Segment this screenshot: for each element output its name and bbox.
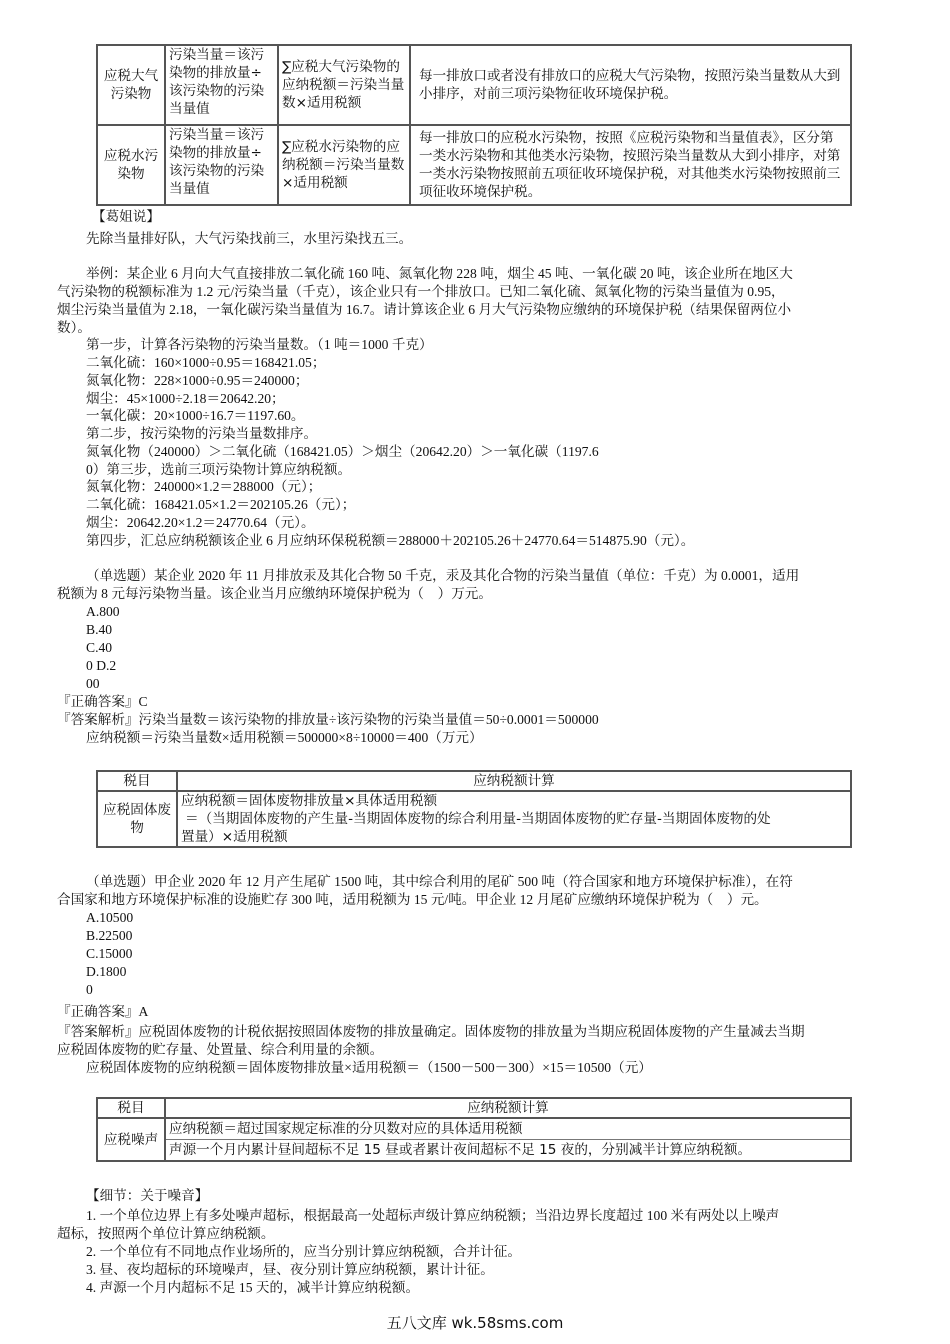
question-line: 税额为 8 元每污染物当量。该企业当月应缴纳环境保护税为（ ）万元。 [57,586,492,601]
tax-item-cell: 应税噪声 [97,1118,165,1161]
header-calc: 应纳税额计算 [165,1098,851,1118]
footer-watermark: 五八文库 wk.58sms.com [386,1314,564,1332]
example-line: 烟尘：45×1000÷2.18＝20642.20； [86,391,285,406]
example-line: 举例：某企业 6 月向大气直接排放二氧化硫 160 吨、氮氧化物 228 吨，烟尘 45 吨、一氧化碳 20 吨，该企业所在地区大 [86,266,793,281]
header-calc: 应纳税额计算 [177,771,851,791]
details-title: 【细节：关于噪音】 [86,1188,209,1204]
formula-cell: 污染当量＝该污染物的排放量÷该污染物的污染当量值 [165,45,278,125]
calc-line: 声源一个月内累计昼间超标不足 15 昼或者累计夜间超标不足 15 夜的，分别减半计算应纳税额。 [166,1139,850,1160]
answer-analysis: 『答案解析』应税固体废物的计税依据按照固体废物的排放量确定。固体废物的排放量为当期应税固体废物的产生量减去当期 [57,1024,805,1039]
example-line: 数）。 [57,320,91,335]
calc-line: 应纳税额＝固体废物排放量×具体适用税额 [181,793,438,809]
example-line: 烟尘污染当量值为 2.18，一氧化碳污染当量值为 16.7。请计算该企业 6 月大气污染物应缴纳的环境保护税（结果保留两位小 [57,302,792,317]
rule-cell: 每一排放口或者没有排放口的应税大气污染物，按照污染当量数从大到小排序，对前三项污染物征收环境保护税。 [410,45,851,125]
example-line: 第四步，汇总应纳税额该企业 6 月应纳环保税税额＝288000＋202105.26＋24770.64＝514875.90（元）。 [86,533,695,548]
example-line: 一氧化碳：20×1000÷16.7＝1197.60。 [86,408,305,423]
correct-answer: 『正确答案』A [57,1004,149,1019]
option-d-cont: 0 [86,982,93,997]
tip-title: 【葛姐说】 [92,209,160,225]
details-line: 超标，按照两个单位计算应纳税额。 [57,1226,275,1241]
example-line: 第一步，计算各污染物的污染当量数。（1 吨＝1000 千克） [86,337,433,352]
table-row [97,45,851,125]
tax-item-cell: 应税固体废物 [97,791,177,847]
calc-line: 置量）×适用税额 [181,829,288,845]
example-line: 二氧化硫：168421.05×1.2＝202105.26（元）； [86,497,356,512]
pollutant-tax-table [96,44,852,206]
question-line: （单选题）甲企业 2020 年 12 月产生尾矿 1500 吨，其中综合利用的尾矿 500 吨（符合国家和地方环境保护标准），在符 [86,874,793,889]
tax-item-cell: 应税水污染物 [97,125,165,205]
tax-formula-cell: ∑应税大气污染物的应纳税额＝污染当量数×适用税额 [278,45,410,125]
example-line: 第二步，按污染物的污染当量数排序。 [86,426,318,441]
details-line: 3. 昼、夜均超标的环境噪声，昼、夜分别计算应纳税额，累计计征。 [86,1262,494,1277]
option-d: D.1800 [86,964,127,979]
tip-text: 先除当量排好队，大气污染找前三，水里污染找五三。 [86,231,413,247]
question-line: （单选题）某企业 2020 年 11 月排放汞及其化合物 50 千克，汞及其化合物的污染当量值（单位：千克）为 0.0001，适用 [86,568,800,583]
correct-answer: 『正确答案』C [57,694,148,709]
option-a: A.10500 [86,910,134,925]
table-row [97,791,851,847]
table-row [97,1118,851,1161]
details-line: 4. 声源一个月内超标不足 15 天的，减半计算应纳税额。 [86,1280,420,1295]
example-line: 二氧化硫：160×1000÷0.95＝168421.05； [86,355,326,370]
option-a: A.800 [86,604,120,619]
example-line: 气污染物的税额标准为 1.2 元/污染当量（千克），该企业只有一个排放口。已知二氧化硫、氮氧化物的污染当量值为 0.95， [57,284,785,299]
calc-cell [177,791,851,847]
example-line: 0）第三步，选前三项污染物计算应纳税额。 [86,462,352,477]
option-d: 0 D.2 [86,658,117,673]
table-row [97,125,851,205]
solid-waste-table [96,770,852,848]
calc-line: ＝（当期固体废物的产生量-当期固体废物的综合利用量-当期固体废物的贮存量-当期固体废物的处 [185,811,771,827]
noise-table [96,1097,852,1162]
answer-analysis: 『答案解析』污染当量数＝该污染物的排放量÷该污染物的污染当量值＝50÷0.0001＝500000 [57,712,599,727]
example-line: 氮氧化物：240000×1.2＝288000（元）； [86,479,322,494]
header-tax-item: 税目 [97,1098,165,1118]
tax-item-cell: 应税大气污染物 [97,45,165,125]
answer-analysis: 应税固体废物的应纳税额＝固体废物排放量×适用税额＝（1500－500－300）×15＝10500（元） [86,1060,652,1075]
formula-cell: 污染当量＝该污染物的排放量÷该污染物的污染当量值 [165,125,278,205]
option-c: C.15000 [86,946,133,961]
example-line: 烟尘：20642.20×1.2＝24770.64（元）。 [86,515,315,530]
answer-analysis: 应纳税额＝污染当量数×适用税额＝500000×8÷10000＝400（万元） [86,730,483,745]
table-header-row [97,771,851,791]
tax-formula-cell: ∑应税水污染物的应纳税额＝污染当量数×适用税额 [278,125,410,205]
option-c: C.40 [86,640,113,655]
calc-cell [165,1118,851,1161]
header-tax-item: 税目 [97,771,177,791]
option-b: B.40 [86,622,113,637]
table-header-row [97,1098,851,1118]
answer-analysis: 应税固体废物的贮存量、处置量、综合利用量的余额。 [57,1042,384,1057]
example-line: 氮氧化物（240000）＞二氧化硫（168421.05）＞烟尘（20642.20）＞一氧化碳（1197.6 [86,444,599,459]
rule-cell: 每一排放口的应税水污染物，按照《应税污染物和当量值表》，区分第一类水污染物和其他类水污染物，按照污染当量数从大到小排序，对第一类水污染物按照前五项征收环境保护税，对其他类水污染物按照前三项征收环境保护税。 [410,125,851,205]
details-line: 2. 一个单位有不同地点作业场所的，应当分别计算应纳税额，合并计征。 [86,1244,521,1259]
option-b: B.22500 [86,928,133,943]
question-line: 合国家和地方环境保护标准的设施贮存 300 吨，适用税额为 15 元/吨。甲企业 12 月尾矿应缴纳环境保护税为（ ）元。 [57,892,768,907]
example-line: 氮氧化物：228×1000÷0.95＝240000； [86,373,309,388]
calc-line: 应纳税额＝超过国家规定标准的分贝数对应的具体适用税额 [169,1121,523,1137]
option-d-cont: 00 [86,676,100,691]
details-line: 1. 一个单位边界上有多处噪声超标，根据最高一处超标声级计算应纳税额；当沿边界长度超过 100 米有两处以上噪声 [86,1208,780,1223]
